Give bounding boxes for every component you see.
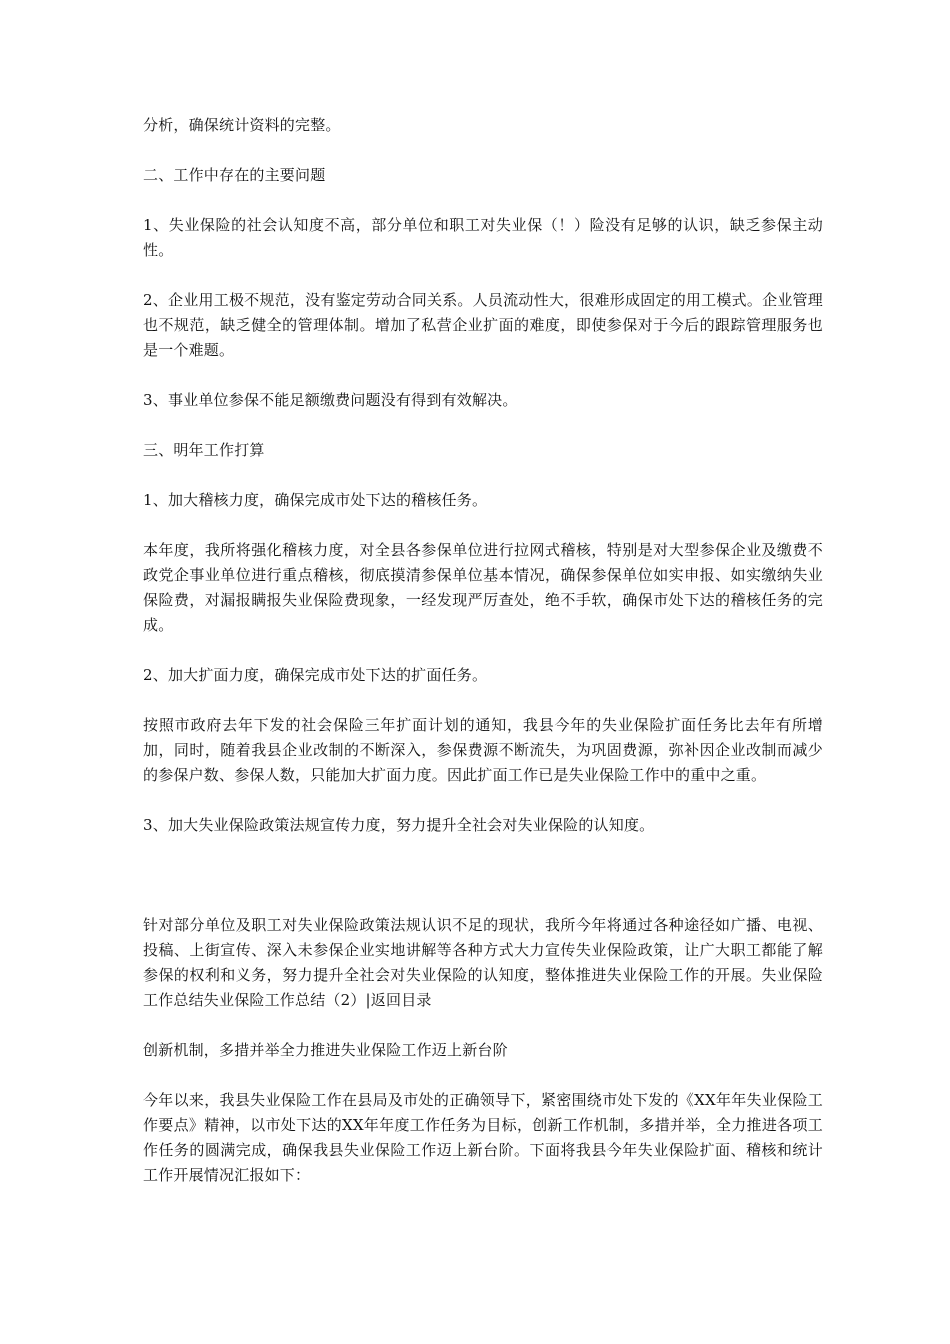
paragraph: 3、事业单位参保不能足额缴费问题没有得到有效解决。 [143,391,518,409]
section-heading: 三、明年工作打算 [143,441,265,459]
paragraph: 分析，确保统计资料的完整。 [143,116,341,134]
blank-space [143,863,823,913]
section-heading: 二、工作中存在的主要问题 [143,166,326,184]
paragraph: 按照市政府去年下发的社会保险三年扩面计划的通知，我县今年的失业保险扩面任务比去年有所增加，同时，随着我县企业改制的不断深入，参保费源不断流失，为巩固费源，弥补因企业改制而减少的参保户数、参保人数，只能加大扩面力度。因此扩面工作已是失业保险工作中的重中之重。 [143,716,823,784]
subheading: 1、加大稽核力度，确保完成市处下达的稽核任务。 [143,491,488,509]
paragraph: 针对部分单位及职工对失业保险政策法规认识不足的现状，我所今年将通过各种途径如广播、电视、投稿、上街宣传、深入未参保企业实地讲解等各种方式大力宣传失业保险政策，让广大职工都能了解参保的权利和义务，努力提升全社会对失业保险的认知度，整体推进失业保险工作的开展。失业保险工作总结失业保险工作总结（2）|返回目录 [143,916,823,1009]
paragraph: 今年以来，我县失业保险工作在县局及市处的正确领导下，紧密围绕市处下发的《XX年年失业保险工作要点》精神，以市处下达的XX年年度工作任务为目标，创新工作机制，多措并举，全力推进各项工作任务的圆满完成，确保我县失业保险工作迈上新台阶。下面将我县今年失业保险扩面、稽核和统计工作开展情况汇报如下： [143,1091,823,1184]
paragraph: 2、企业用工极不规范，没有鉴定劳动合同关系。人员流动性大，很难形成固定的用工模式。企业管理也不规范，缺乏健全的管理体制。增加了私营企业扩面的难度，即使参保对于今后的跟踪管理服务也是一个难题。 [143,291,823,359]
subheading: 2、加大扩面力度，确保完成市处下达的扩面任务。 [143,666,488,684]
subheading: 3、加大失业保险政策法规宣传力度，努力提升全社会对失业保险的认知度。 [143,816,655,834]
paragraph: 1、失业保险的社会认知度不高，部分单位和职工对失业保（！）险没有足够的认识，缺乏参保主动性。 [143,216,823,259]
article-title: 创新机制，多措并举全力推进失业保险工作迈上新台阶 [143,1041,508,1059]
paragraph: 本年度，我所将强化稽核力度，对全县各参保单位进行拉网式稽核，特别是对大型参保企业及缴费不政党企事业单位进行重点稽核，彻底摸清参保单位基本情况，确保参保单位如实申报、如实缴纳失业保险费，对漏报瞒报失业保险费现象，一经发现严厉查处，绝不手软，确保市处下达的稽核任务的完成。 [143,541,823,634]
document-page [143,113,823,1213]
